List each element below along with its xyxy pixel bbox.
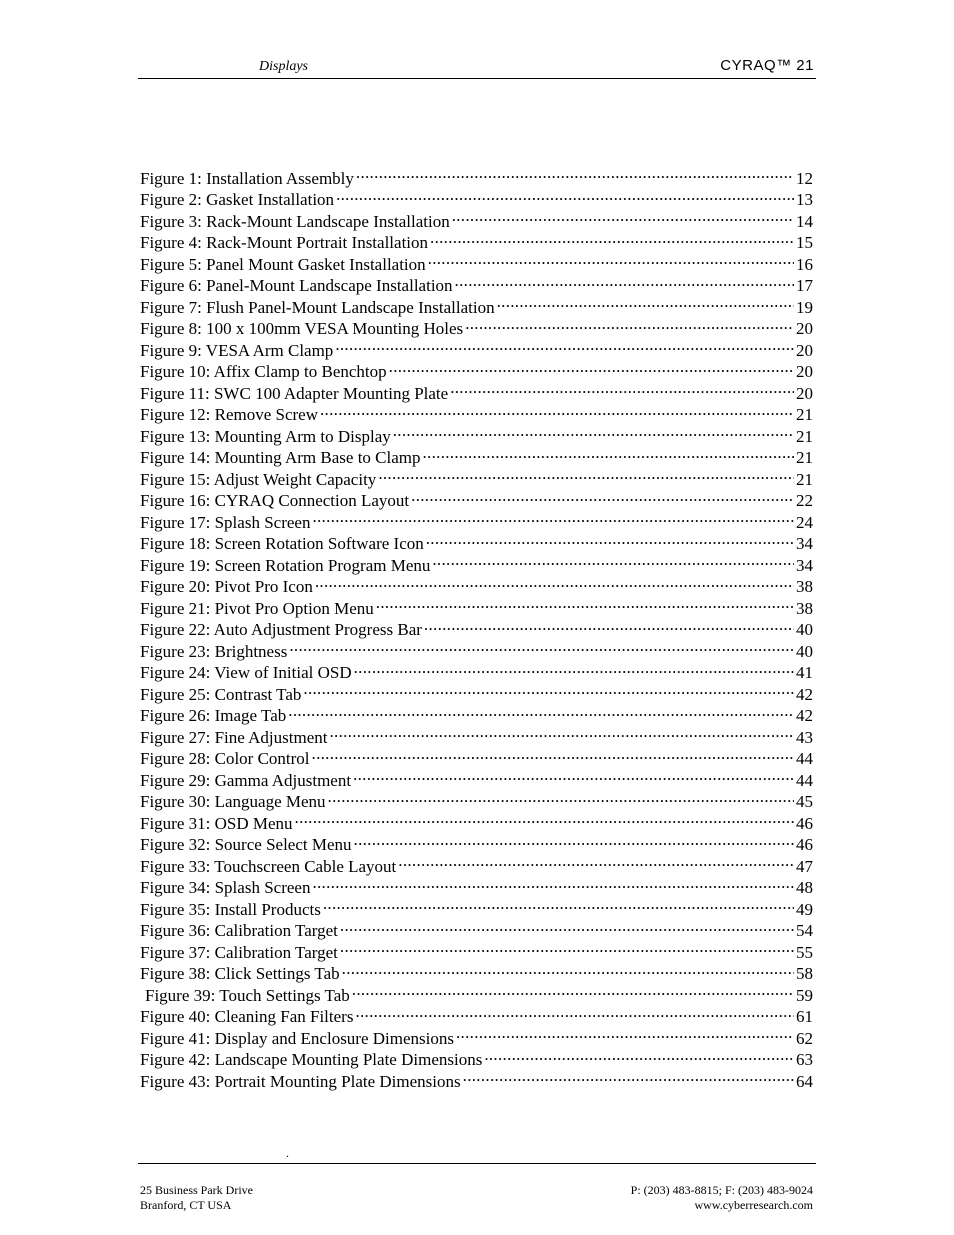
toc-entry-page: 42 — [796, 706, 813, 725]
toc-leader-dots — [497, 291, 794, 313]
toc-entry-page: 20 — [796, 319, 813, 338]
toc-leader-dots — [352, 979, 794, 1001]
toc-entry-label: Figure 10: Affix Clamp to Benchtop — [140, 362, 387, 381]
toc-entry-page: 21 — [796, 469, 813, 489]
toc-entry-page: 55 — [796, 942, 813, 962]
footer-website: www.cyberresearch.com — [694, 1198, 813, 1212]
toc-leader-dots — [484, 1044, 794, 1066]
toc-leader-dots — [336, 184, 794, 206]
toc-leader-dots — [340, 936, 794, 958]
toc-leader-dots — [456, 1022, 794, 1044]
toc-entry-label: Figure 34: Splash Screen — [140, 878, 311, 897]
toc-leader-dots — [354, 657, 794, 679]
toc-entry-page: 61 — [796, 1007, 813, 1026]
toc-entry-page: 21 — [796, 448, 813, 467]
toc-entry-page: 40 — [796, 641, 813, 661]
toc-entry-label: Figure 13: Mounting Arm to Display — [140, 426, 391, 446]
toc-entry-page: 22 — [796, 491, 813, 510]
toc-leader-dots — [411, 485, 794, 507]
page-header — [138, 56, 816, 79]
toc-entry-label: Figure 4: Rack-Mount Portrait Installation — [140, 233, 429, 252]
list-of-figures — [140, 162, 813, 1091]
toc-entry-label: Figure 27: Fine Adjustment — [140, 727, 328, 747]
toc-leader-dots — [465, 313, 794, 335]
toc-entry-label: Figure 17: Splash Screen — [140, 512, 311, 532]
toc-leader-dots — [398, 850, 794, 872]
toc-leader-dots — [455, 270, 794, 292]
toc-entry-label: Figure 39: Touch Settings Tab — [145, 985, 350, 1005]
footer-contact — [631, 1183, 813, 1213]
footer-address-line1: 25 Business Park Drive — [140, 1183, 253, 1197]
header-section-title: Displays — [259, 59, 308, 74]
toc-entry-label: Figure 5: Panel Mount Gasket Installation — [140, 254, 426, 274]
header-product-name: CYRAQ™ 21 — [720, 57, 814, 74]
toc-entry-page: 20 — [796, 362, 813, 381]
toc-entry-label: Figure 7: Flush Panel-Mount Landscape Installation — [140, 297, 495, 317]
toc-leader-dots — [303, 678, 794, 700]
toc-entry-label: Figure 32: Source Select Menu — [140, 835, 352, 854]
toc-entry-label: Figure 2: Gasket Installation — [140, 190, 335, 209]
toc-entry-label: Figure 21: Pivot Pro Option Menu — [140, 598, 374, 618]
toc-entry-label: Figure 31: OSD Menu — [140, 813, 293, 833]
toc-leader-dots — [430, 227, 794, 249]
footer-mark: . — [286, 1146, 289, 1160]
toc-entry-page: 59 — [796, 985, 813, 1005]
toc-entry-page: 21 — [796, 405, 813, 424]
toc-entry-label: Figure 23: Brightness — [140, 641, 288, 661]
toc-entry-page: 20 — [796, 340, 813, 360]
toc-entry[interactable] — [140, 162, 813, 188]
toc-entry-label: Figure 14: Mounting Arm Base to Clamp — [140, 448, 421, 467]
toc-leader-dots — [428, 248, 794, 270]
toc-entry-label: Figure 28: Color Control — [140, 749, 310, 768]
toc-entry-label: Figure 12: Remove Screw — [140, 405, 318, 424]
toc-leader-dots — [340, 915, 794, 937]
toc-entry-page: 47 — [796, 856, 813, 876]
toc-entry-page: 17 — [796, 276, 813, 295]
toc-entry-page: 38 — [796, 577, 813, 596]
toc-entry-page: 13 — [796, 190, 813, 209]
toc-leader-dots — [320, 399, 794, 421]
toc-leader-dots — [288, 700, 794, 722]
footer-address — [140, 1183, 253, 1213]
toc-leader-dots — [424, 614, 794, 636]
toc-entry-page: 44 — [796, 749, 813, 768]
toc-entry-label: Figure 19: Screen Rotation Program Menu — [140, 555, 431, 575]
toc-leader-dots — [323, 893, 794, 915]
toc-entry-page: 34 — [796, 555, 813, 575]
footer-address-line2: Branford, CT USA — [140, 1198, 232, 1212]
toc-leader-dots — [328, 786, 794, 808]
toc-entry-page: 62 — [796, 1028, 813, 1048]
toc-entry-page: 24 — [796, 512, 813, 532]
toc-entry-page: 48 — [796, 878, 813, 897]
toc-entry-label: Figure 15: Adjust Weight Capacity — [140, 469, 377, 489]
toc-entry-page: 38 — [796, 598, 813, 618]
toc-entry-label: Figure 33: Touchscreen Cable Layout — [140, 856, 397, 876]
toc-entry-label: Figure 37: Calibration Target — [140, 942, 338, 962]
toc-leader-dots — [353, 764, 794, 786]
toc-entry-page: 19 — [796, 297, 813, 317]
toc-entry-label: Figure 8: 100 x 100mm VESA Mounting Holes — [140, 319, 464, 338]
toc-entry-page: 63 — [796, 1050, 813, 1069]
toc-entry-label: Figure 3: Rack-Mount Landscape Installation — [140, 211, 450, 231]
toc-leader-dots — [312, 872, 794, 894]
toc-entry-page: 21 — [796, 426, 813, 446]
toc-leader-dots — [356, 162, 794, 184]
toc-leader-dots — [312, 743, 794, 765]
toc-entry-page: 54 — [796, 921, 813, 940]
toc-entry-label: Figure 25: Contrast Tab — [140, 684, 302, 704]
toc-entry-label: Figure 11: SWC 100 Adapter Mounting Plate — [140, 383, 449, 403]
toc-entry-label: Figure 24: View of Initial OSD — [140, 663, 352, 682]
toc-leader-dots — [393, 420, 794, 442]
toc-leader-dots — [389, 356, 794, 378]
toc-leader-dots — [335, 334, 794, 356]
toc-entry-label: Figure 38: Click Settings Tab — [140, 964, 340, 983]
toc-leader-dots — [432, 549, 794, 571]
toc-leader-dots — [312, 506, 794, 528]
toc-entry-label: Figure 36: Calibration Target — [140, 921, 338, 940]
page-footer — [138, 1146, 816, 1212]
toc-leader-dots — [355, 1001, 794, 1023]
toc-entry-page: 46 — [796, 835, 813, 854]
toc-entry-page: 45 — [796, 792, 813, 811]
toc-entry-page: 44 — [796, 770, 813, 790]
toc-entry-label: Figure 26: Image Tab — [140, 706, 287, 725]
toc-leader-dots — [463, 1065, 794, 1087]
footer-phone: P: (203) 483-8815; F: (203) 483-9024 — [630, 1183, 813, 1197]
toc-entry-label: Figure 16: CYRAQ Connection Layout — [140, 491, 410, 510]
toc-leader-dots — [378, 463, 794, 485]
toc-entry-label: Figure 35: Install Products — [140, 899, 321, 919]
toc-entry-label: Figure 30: Language Menu — [140, 792, 326, 811]
toc-entry-page: 15 — [796, 233, 813, 252]
toc-entry-label: Figure 9: VESA Arm Clamp — [140, 340, 334, 360]
toc-entry-label: Figure 1: Installation Assembly — [140, 168, 354, 188]
toc-leader-dots — [426, 528, 794, 550]
toc-leader-dots — [423, 442, 795, 464]
toc-entry-label: Figure 20: Pivot Pro Icon — [140, 577, 313, 596]
toc-entry-page: 58 — [796, 964, 813, 983]
toc-leader-dots — [376, 592, 794, 614]
toc-entry-label: Figure 18: Screen Rotation Software Icon — [140, 534, 424, 553]
toc-entry-page: 34 — [796, 534, 813, 553]
toc-entry-label: Figure 43: Portrait Mounting Plate Dimensions — [140, 1071, 461, 1091]
toc-entry-page: 20 — [796, 383, 813, 403]
toc-leader-dots — [342, 958, 794, 980]
toc-entry-page: 42 — [796, 684, 813, 704]
toc-entry-label: Figure 29: Gamma Adjustment — [140, 770, 352, 790]
toc-entry-page: 43 — [796, 727, 813, 747]
toc-leader-dots — [289, 635, 794, 657]
toc-entry-page: 40 — [796, 620, 813, 639]
toc-leader-dots — [450, 377, 794, 399]
toc-entry-page: 14 — [796, 211, 813, 231]
toc-leader-dots — [452, 205, 794, 227]
toc-entry-label: Figure 42: Landscape Mounting Plate Dimensions — [140, 1050, 483, 1069]
toc-entry-page: 46 — [796, 813, 813, 833]
toc-entry-page: 49 — [796, 899, 813, 919]
toc-entry-page: 64 — [796, 1071, 813, 1091]
toc-entry-label: Figure 40: Cleaning Fan Filters — [140, 1007, 354, 1026]
toc-entry-label: Figure 6: Panel-Mount Landscape Installation — [140, 276, 453, 295]
toc-entry-page: 12 — [796, 168, 813, 188]
toc-entry-label: Figure 41: Display and Enclosure Dimensions — [140, 1028, 454, 1048]
toc-leader-dots — [315, 571, 794, 593]
toc-leader-dots — [295, 807, 794, 829]
toc-leader-dots — [354, 829, 794, 851]
toc-entry-label: Figure 22: Auto Adjustment Progress Bar — [140, 620, 422, 639]
toc-leader-dots — [329, 721, 794, 743]
toc-entry-page: 16 — [796, 254, 813, 274]
toc-entry-page: 41 — [796, 663, 813, 682]
